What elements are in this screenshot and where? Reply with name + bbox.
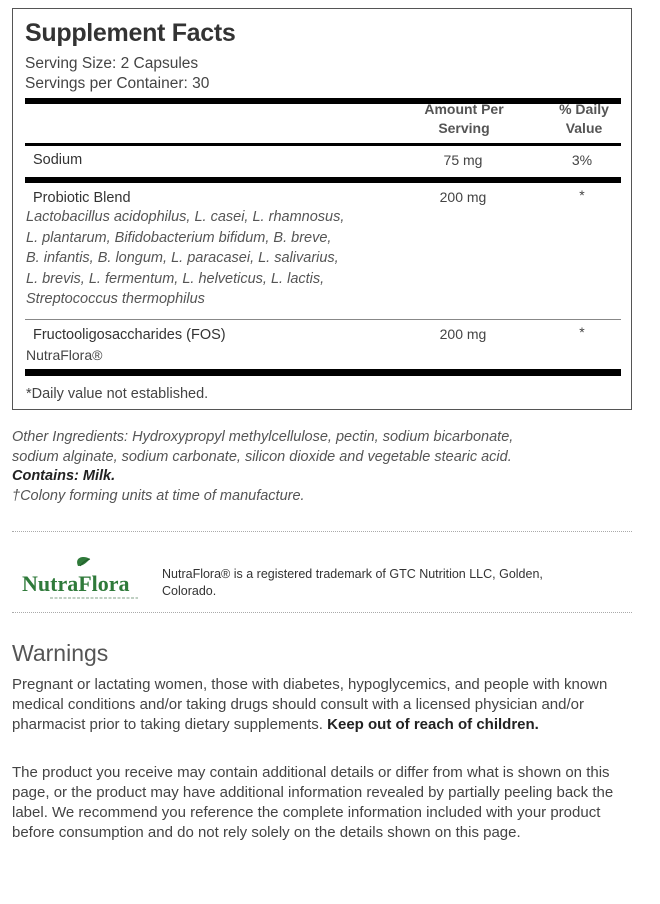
other-ingredients: Other Ingredients: Hydroxypropyl methylcellulose, pectin, sodium bicarbonate, sodium alginate, sodium carbonate, silicon dioxide and vegetable stearic acid. Contains: Milk. †Colony forming units at time of manufacture. xyxy=(12,428,642,506)
row-probiotic-amount: 200 mg xyxy=(439,189,487,205)
thick-rule xyxy=(25,98,621,104)
disclaimer-paragraph: The product you receive may contain additional details or differ from what is shown on this page, or the product may have additional information revealed by partially peeling back the label. We recommend you reference the complete information included with your product before consumption and do not rely solely on the details shown on this page. xyxy=(12,764,614,841)
header-rule xyxy=(25,143,621,146)
cfu-note: †Colony forming units at time of manufacture. xyxy=(12,487,305,504)
warnings-heading: Warnings xyxy=(12,640,109,666)
row-sodium-dv: 3% xyxy=(571,152,593,168)
contains-allergen: Contains: Milk. xyxy=(12,468,116,484)
nutraflora-logo xyxy=(20,555,148,605)
row-fos-name: Fructooligosaccharides (FOS) xyxy=(33,327,226,343)
svg-text:NutraFlora: NutraFlora xyxy=(22,571,130,596)
servings-per-container: Servings per Container: 30 xyxy=(25,75,210,92)
thick-rule xyxy=(25,369,621,376)
row-probiotic-name: Probiotic Blend xyxy=(33,190,131,206)
row-sodium-name: Sodium xyxy=(33,152,83,168)
row-probiotic-dv: * xyxy=(579,187,585,203)
warnings-paragraph: Pregnant or lactating women, those with diabetes, hypoglycemics, and people with known medical conditions and/or taking drugs should consult with a licensed physician and/or pharmacist prior to taking dietary supplements. Keep out of reach of children. xyxy=(12,676,608,733)
amount-per-serving-header: Amount Per Serving xyxy=(424,101,504,136)
row-divider xyxy=(25,319,621,320)
supplement-facts-panel xyxy=(12,8,632,410)
footnote: *Daily value not established. xyxy=(26,386,209,402)
row-fos-dv: * xyxy=(579,324,585,340)
serving-size: Serving Size: 2 Capsules xyxy=(25,55,199,72)
row-sodium-amount: 75 mg xyxy=(443,152,483,168)
facts-title: Supplement Facts xyxy=(25,19,236,47)
trademark-notice: NutraFlora® is a registered trademark of GTC Nutrition LLC, Golden, Colorado. xyxy=(162,567,543,598)
row-fos-amount: 200 mg xyxy=(439,326,487,342)
divider xyxy=(12,531,632,532)
daily-value-header: % Daily Value xyxy=(559,101,609,136)
probiotic-strains: Lactobacillus acidophilus, L. casei, L. rhamnosus, L. plantarum, Bifidobacterium bifidum, B. breve, B. infantis, B. longum, L. paracasei, L. salivarius, L. brevis, L. fermentum, L. helveticus, L. lactis, Streptococcus thermophilus xyxy=(26,209,345,307)
thick-rule xyxy=(25,177,621,183)
divider xyxy=(12,612,632,613)
keep-out-of-reach: Keep out of reach of children. xyxy=(327,716,539,733)
row-fos-brand: NutraFlora® xyxy=(26,347,103,363)
